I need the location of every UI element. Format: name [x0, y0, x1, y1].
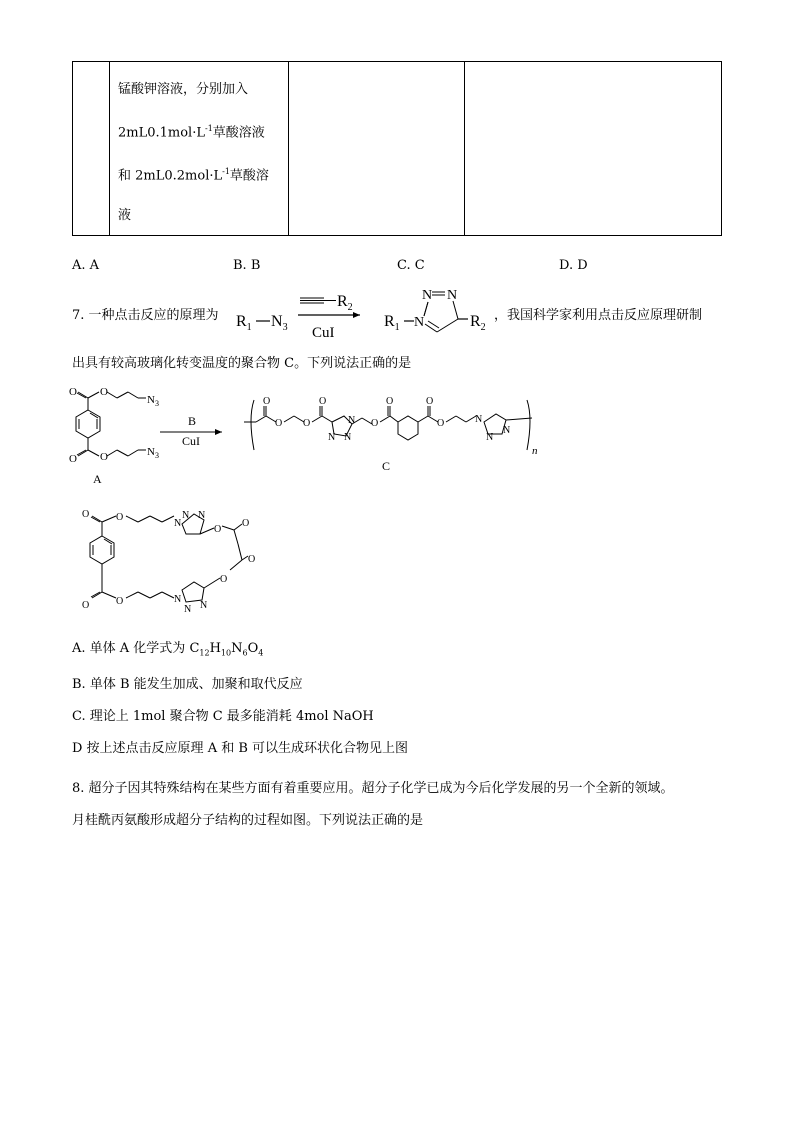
- svg-text:N: N: [486, 432, 494, 443]
- reagent-table: [72, 61, 722, 236]
- cyclic-compound-structure: [70, 504, 270, 616]
- triazole-n3: N: [447, 288, 458, 303]
- svg-text:O: O: [248, 554, 256, 565]
- scheme-product-r2: $R_2$: [470, 313, 486, 333]
- q7-stem-start: 7. 一种点击反应的原理为: [72, 308, 219, 323]
- procedure-line-2: $2mL0.1mol\cdot L^{-1}$草酸溶液: [118, 124, 265, 141]
- svg-text:N: N: [348, 415, 356, 426]
- scheme-alkyne-r2: $R_2$: [337, 293, 353, 313]
- q7-stem-suffix: ，我国科学家利用点击反应原理研制: [494, 308, 703, 323]
- svg-text:O: O: [263, 396, 271, 407]
- q6-option-a[interactable]: A. A: [72, 258, 100, 273]
- svg-text:N: N: [503, 425, 511, 436]
- svg-text:N3: $N_3$: [147, 394, 159, 408]
- svg-text:O: O: [242, 518, 250, 529]
- svg-text:N: N: [200, 600, 208, 611]
- table-cell-conclusion: [465, 62, 722, 236]
- procedure-line-1: 锰酸钾溶液，分别加入: [118, 82, 249, 97]
- svg-text:N: N: [174, 594, 182, 605]
- scheme-product-r1: $R_1$: [384, 313, 400, 333]
- label-c: C: [382, 459, 391, 473]
- q6-option-c[interactable]: C. C: [397, 258, 425, 273]
- svg-text:O: O: [303, 418, 311, 429]
- label-b: B: [188, 414, 197, 428]
- svg-text:O: O: [214, 524, 222, 535]
- procedure-line-3: 和 $2mL0.2mol\cdot L^{-1}$草酸溶: [118, 167, 269, 184]
- svg-text:N: N: [182, 510, 190, 521]
- scheme-r1: $R_1$: [236, 313, 252, 333]
- label-a: A: [93, 472, 102, 486]
- svg-text:O: O: [371, 418, 379, 429]
- svg-text:O: O: [426, 396, 434, 407]
- svg-text:N: N: [184, 604, 192, 615]
- table-cell-procedure: [110, 62, 289, 236]
- scheme-catalyst: CuI: [312, 325, 335, 341]
- q7-option-c[interactable]: C. 理论上 1mol 聚合物 C 最多能消耗 4mol NaOH: [72, 709, 374, 724]
- q8-stem-line2: 月桂酰丙氨酸形成超分子结构的过程如图。下列说法正确的是: [72, 813, 424, 828]
- table-cell-phenomenon: [289, 62, 465, 236]
- svg-text:N: N: [475, 414, 483, 425]
- atom-o-1: O: [69, 386, 77, 398]
- q6-option-b[interactable]: B. B: [233, 258, 261, 273]
- triazole-n1: N: [414, 315, 425, 330]
- svg-text:O: O: [116, 512, 124, 523]
- svg-text:O: O: [100, 451, 108, 463]
- q8-stem-line1: 8. 超分子因其特殊结构在某些方面有着重要应用。超分子化学已成为今后化学发展的另一个全新的领域。: [72, 781, 674, 796]
- svg-text:O: O: [220, 574, 228, 585]
- svg-text:O: O: [437, 418, 445, 429]
- svg-text:O: O: [69, 453, 77, 465]
- triazole-n2: N: [422, 288, 433, 303]
- svg-text:O: O: [116, 596, 124, 607]
- q6-option-d[interactable]: D. D: [559, 258, 588, 273]
- q7-option-d[interactable]: D 按上述点击反应原理 A 和 B 可以生成环状化合物见上图: [72, 741, 409, 756]
- q7-option-b[interactable]: B. 单体 B 能发生加成、加聚和取代反应: [72, 677, 303, 692]
- svg-text:O: O: [319, 396, 327, 407]
- svg-text:N: N: [174, 518, 182, 529]
- scheme-n3: $N_3$: [271, 313, 288, 333]
- svg-text:O: O: [82, 600, 90, 611]
- q6-options: [72, 258, 722, 276]
- svg-text:O: O: [386, 396, 394, 407]
- svg-text:N: N: [344, 432, 352, 443]
- svg-text:N: N: [328, 432, 336, 443]
- svg-text:N: N: [198, 510, 206, 521]
- label-cui: CuI: [182, 434, 200, 448]
- table-cell-index: [73, 62, 110, 236]
- svg-text:O: O: [100, 386, 108, 398]
- label-n: n: [532, 445, 538, 457]
- svg-text:O: O: [82, 509, 90, 520]
- q7-option-a[interactable]: A. 单体 A 化学式为 $C_{12}H_{10}N_6O_4$: [72, 641, 264, 658]
- click-reaction-scheme: [232, 282, 496, 346]
- polymer-synthesis-scheme: [66, 378, 586, 486]
- svg-text:O: O: [275, 418, 283, 429]
- q7-stem-line2: 出具有较高玻璃化转变温度的聚合物 C。下列说法正确的是: [72, 356, 412, 371]
- procedure-line-4: 液: [118, 207, 132, 223]
- svg-text:N3: $N_3$: [147, 446, 159, 460]
